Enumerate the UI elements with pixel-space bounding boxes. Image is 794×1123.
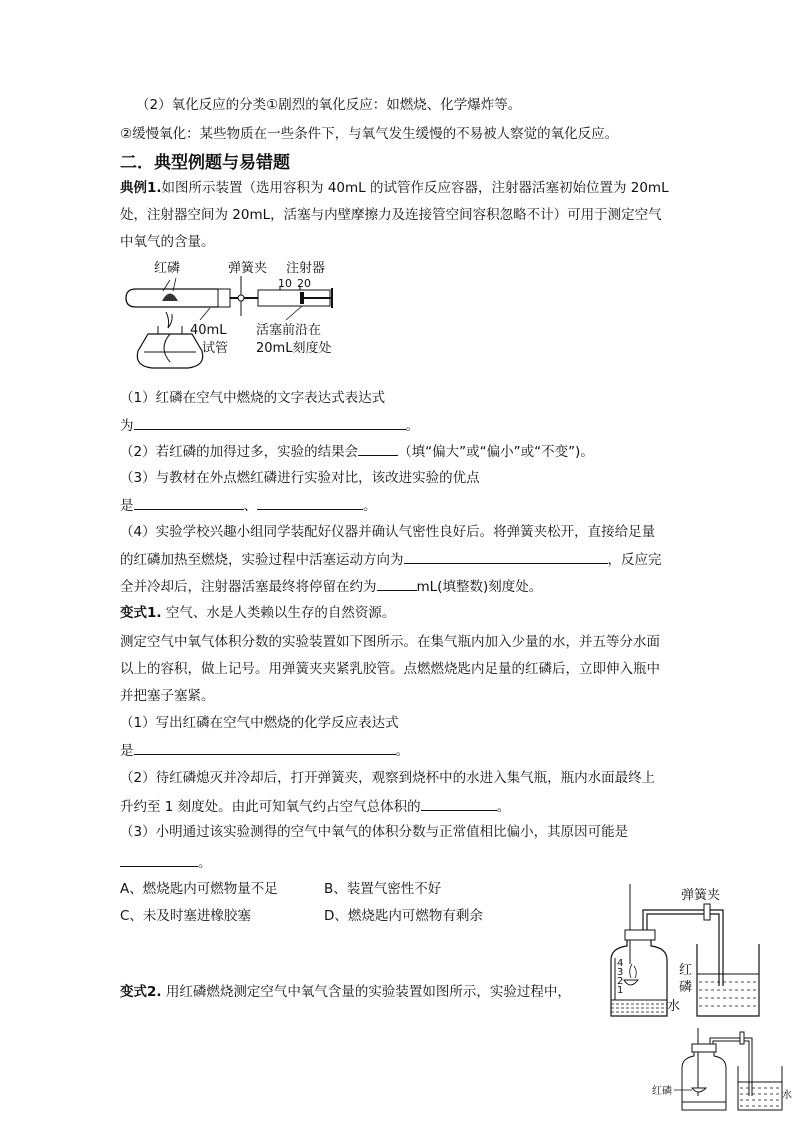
example1-q3b — [120, 495, 377, 516]
syringe-mark-20: 20 — [297, 277, 311, 290]
variant1-q2a: （2）待红磷熄灭并冷却后，打开弹簧夹，观察到烧杯中的水进入集气瓶，瓶内水面最终上 — [120, 770, 656, 786]
text: 为 — [120, 418, 134, 434]
variant1-q1a: （1）写出红磷在空气中燃烧的化学反应表达式 — [120, 715, 399, 731]
figure-small-apparatus — [648, 1026, 792, 1112]
text: ，反应完 — [607, 552, 662, 568]
answer-blank[interactable] — [257, 495, 363, 510]
figure-label-water: 水 — [667, 999, 681, 1014]
variant1-q1b — [120, 740, 409, 761]
answer-blank[interactable] — [120, 852, 198, 867]
text: 。 — [198, 855, 212, 871]
example1-q1b — [120, 415, 419, 436]
answer-blank[interactable] — [377, 576, 417, 591]
figure-label-phosphorus: 磷 — [679, 980, 693, 995]
figure-label-plunger-2: 20mL刻度处 — [256, 341, 332, 356]
figure-label-water: 水 — [782, 1090, 792, 1101]
variant1-label: 变式1. — [120, 605, 162, 621]
beaker-hatch — [699, 982, 757, 1006]
figure-label-clamp: 弹簧夹 — [681, 888, 721, 903]
text: 。 — [363, 498, 377, 514]
scale-1: 1 — [617, 985, 624, 996]
figure-label-syringe: 注射器 — [286, 261, 326, 276]
variant1-line3: 并把塞子塞紧。 — [120, 688, 215, 704]
text: 。 — [405, 418, 419, 434]
variant1-line2: 以上的容积，做上记号。用弹簧夹夹紧乳胶管。点燃燃烧匙内足量的红磷后，立即伸入瓶中 — [120, 661, 660, 677]
example1-q2 — [120, 441, 594, 462]
option-a[interactable]: A、燃烧匙内可燃物量不足 — [120, 881, 278, 897]
beaker-hatch — [740, 1088, 780, 1106]
example1-line1 — [120, 178, 669, 198]
glass-tube-inner — [713, 1041, 749, 1096]
example1-text: 如图所示装置（选用容积为 40mL 的试管作反应容器，注射器活塞初始位置为 20mL — [161, 180, 669, 196]
example1-q4a: （4）实验学校兴趣小组同学装配好仪器并确认气密性良好后。将弹簧夹松开，直接给足量 — [120, 524, 656, 540]
combustion-spoon — [692, 1088, 706, 1092]
option-b[interactable]: B、装置气密性不好 — [324, 881, 442, 897]
bottle-stopper — [692, 1044, 716, 1052]
figure-label-tube-volume: 40mL — [190, 323, 227, 338]
example1-q3a: （3）与教材在外点燃红磷进行实验对比，该改进实验的优点 — [120, 470, 480, 486]
lamp-wick-curve — [164, 334, 170, 362]
variant1-q2b — [120, 796, 510, 817]
figure-gas-bottle-beaker — [605, 878, 765, 1020]
flame-shape — [166, 312, 172, 328]
scale-4: 4 — [617, 958, 624, 969]
figure-label-tube: 试管 — [202, 341, 229, 356]
scale-3: 3 — [617, 967, 624, 978]
variant2-text: 用红磷燃烧测定空气中氧气含量的实验装置如图所示，实验过程中， — [161, 984, 571, 1000]
answer-blank[interactable] — [421, 796, 497, 811]
figure-label-red-phosphorus: 红磷 — [652, 1086, 672, 1097]
variant2-label: 变式2. — [120, 984, 162, 1000]
answer-blank[interactable] — [134, 740, 396, 755]
figure-label-plunger-1: 活塞前沿在 — [256, 323, 322, 338]
text: 全并冷却后，注射器活塞最终将停留在约为 — [120, 579, 377, 595]
example1-line2: 处，注射器空间为 20mL，活塞与内壁摩擦力及连接管空间容积忽略不计）可用于测定空气 — [120, 207, 662, 223]
syringe-mark-10: 10 — [278, 277, 292, 290]
answer-blank[interactable] — [134, 495, 244, 510]
gas-bottle — [682, 1052, 726, 1110]
text: 。 — [496, 799, 511, 815]
figure-test-tube-syringe — [118, 256, 358, 381]
variant1-line1: 测定空气中氧气体积分数的实验装置如下图所示。在集气瓶内加入少量的水，并五等分水面 — [120, 634, 660, 650]
text: 是 — [120, 743, 134, 759]
text: 的红磷加热至燃烧，实验过程中活塞运动方向为 — [120, 552, 404, 568]
text: mL(填整数)刻度处。 — [416, 579, 543, 595]
phosphorus-pile — [162, 294, 178, 302]
option-c[interactable]: C、未及时塞进橡胶塞 — [120, 908, 251, 924]
bottle-stopper — [625, 930, 655, 940]
syringe-plunger-head — [300, 292, 304, 304]
text: 。 — [395, 743, 409, 759]
figure-label-red: 红 — [679, 963, 693, 978]
text: （2）若红磷的加得过多，实验的结果会 — [120, 444, 359, 460]
text: 是 — [120, 498, 134, 514]
clamp-knob — [238, 295, 244, 301]
variant1-q3a: （3）小明通过该实验测得的空气中氧气的体积分数与正常值相比偏小，其原因可能是 — [120, 824, 629, 840]
figure-label-red-phosphorus: 红磷 — [154, 261, 181, 276]
example1-q4b — [120, 549, 662, 570]
example1-q1a: （1）红磷在空气中燃烧的文字表达式表达式 — [120, 390, 386, 406]
paragraph-slow-oxidation: ②缓慢氧化：某些物质在一些条件下，与氧气发生缓慢的不易被人察觉的氧化反应。 — [120, 126, 619, 142]
beaker — [697, 944, 759, 1016]
tube-leader — [200, 308, 210, 320]
combustion-spoon — [624, 980, 638, 985]
clamp-shape — [740, 1032, 744, 1044]
variant1-title-text: 空气、水是人类赖以生存的自然资源。 — [161, 605, 396, 621]
figure-label-clamp: 弹簧夹 — [228, 261, 268, 276]
stopper-shape — [218, 289, 230, 307]
scale-2: 2 — [617, 976, 624, 987]
plunger-leader — [286, 306, 302, 320]
text: 、 — [243, 498, 257, 514]
answer-blank[interactable] — [358, 441, 398, 456]
example1-label: 典例1. — [120, 180, 162, 196]
section-title: 二．典型例题与易错题 — [120, 153, 290, 173]
example1-line3: 中氧气的含量。 — [120, 234, 215, 250]
variant1-q3b — [120, 852, 212, 873]
option-d[interactable]: D、燃烧匙内可燃物有剩余 — [324, 908, 483, 924]
variant2-line — [120, 982, 571, 1002]
water-hatch — [611, 1004, 667, 1012]
paragraph-oxidation-types: （2）氧化反应的分类①剧烈的氧化反应：如燃烧、化学爆炸等。 — [136, 97, 522, 113]
flame-shape — [630, 964, 637, 978]
variant1-title — [120, 603, 395, 623]
alcohol-lamp — [137, 334, 202, 368]
answer-blank[interactable] — [134, 415, 406, 430]
answer-blank[interactable] — [404, 549, 608, 564]
example1-q4c — [120, 576, 542, 597]
text: （填“偏大”或“偏小”或“不变”)。 — [398, 444, 594, 460]
clamp-shape — [704, 904, 710, 920]
text: 升约至 1 刻度处。由此可知氧气约占空气总体积的 — [120, 799, 421, 815]
